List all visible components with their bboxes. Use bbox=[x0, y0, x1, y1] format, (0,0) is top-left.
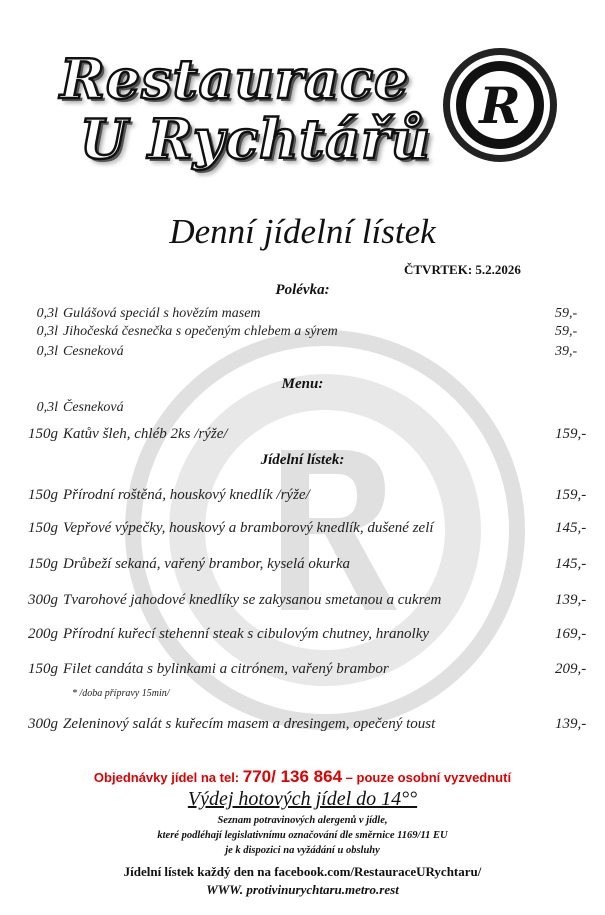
item-name: Filet candáta s bylinkami a citrónem, vařený brambor bbox=[63, 661, 389, 677]
item-name: Česneková bbox=[63, 400, 124, 415]
menu-item bbox=[0, 426, 605, 446]
allergen-note-1: Seznam potravinových alergenů v jídle, bbox=[217, 815, 388, 826]
allergen-note-3: je k dispozici na vyžádání u obsluhy bbox=[225, 845, 380, 856]
menu-item bbox=[0, 400, 605, 420]
item-name: Cesneková bbox=[63, 344, 124, 359]
menu-item bbox=[0, 716, 605, 736]
section-heading-list: Jídelní lístek: bbox=[260, 452, 345, 468]
item-quantity: 150g bbox=[28, 661, 58, 677]
item-name: Jihočeská česnečka s opečeným chlebem a sýrem bbox=[63, 324, 338, 339]
item-price: 39,- bbox=[555, 344, 578, 359]
logo-line-1: Restaurace bbox=[60, 47, 410, 111]
logo-emblem-letter: R bbox=[479, 76, 521, 135]
item-price: 209,- bbox=[555, 661, 587, 677]
item-quantity: 300g bbox=[28, 716, 58, 732]
item-name: Drůbeží sekaná, vařený brambor, kyselá okurka bbox=[63, 556, 351, 572]
menu-item bbox=[0, 306, 605, 326]
facebook-line: Jídelní lístek každý den na facebook.com/RestauraceURychtaru/ bbox=[123, 864, 482, 879]
item-price: 145,- bbox=[555, 520, 587, 536]
item-price: 159,- bbox=[555, 487, 587, 503]
item-price: 139,- bbox=[555, 716, 587, 732]
item-price: 59,- bbox=[555, 306, 578, 321]
item-quantity: 0,3l bbox=[36, 344, 58, 359]
item-quantity: 0,3l bbox=[36, 400, 58, 415]
order-phone: 770/ 136 864 bbox=[242, 767, 343, 786]
menu-item bbox=[0, 344, 605, 364]
menu-date: ČTVRTEK: 5.2.2026 bbox=[404, 262, 521, 277]
website-line: WWW. protivinurychtaru.metro.rest bbox=[206, 882, 399, 897]
item-quantity: 150g bbox=[28, 556, 58, 572]
menu-item bbox=[0, 556, 605, 576]
item-quantity: 200g bbox=[28, 626, 58, 642]
order-prefix: Objednávky jídel na tel: bbox=[93, 770, 240, 785]
item-name: Přírodní kuřecí stehenní steak s cibulovým chutney, hranolky bbox=[63, 626, 430, 642]
page-title: Denní jídelní lístek bbox=[169, 212, 436, 251]
item-price: 169,- bbox=[555, 626, 587, 642]
item-name: Gulášová speciál s hovězím masem bbox=[63, 306, 261, 321]
item-quantity: 300g bbox=[28, 592, 58, 608]
prep-time-note: * /doba přípravy 15min/ bbox=[72, 688, 170, 699]
order-phone-line bbox=[0, 767, 605, 787]
menu-item bbox=[0, 592, 605, 612]
section-heading-soup: Polévka: bbox=[275, 282, 330, 298]
pickup-time-text: Výdej hotových jídel do 14°° bbox=[187, 788, 418, 810]
item-quantity: 150g bbox=[28, 520, 58, 536]
item-price: 139,- bbox=[555, 592, 587, 608]
menu-item bbox=[0, 661, 605, 681]
logo-line-2: U Rychtářů bbox=[80, 107, 431, 171]
item-quantity: 0,3l bbox=[36, 306, 58, 321]
item-quantity: 150g bbox=[28, 487, 58, 503]
item-name: Přírodní roštěná, houskový knedlík /rýže/ bbox=[63, 487, 310, 503]
item-quantity: 0,3l bbox=[36, 324, 58, 339]
item-name: Vepřové výpečky, houskový a bramborový knedlík, dušené zelí bbox=[63, 520, 434, 536]
menu-item bbox=[0, 487, 605, 507]
item-name: Katův šleh, chléb 2ks /rýže/ bbox=[63, 426, 228, 442]
menu-item bbox=[0, 324, 605, 344]
allergen-note-2: které podléhají legislativnímu označování dle směrnice 1169/11 EU bbox=[157, 830, 448, 841]
order-suffix: – pouze osobní vyzvednutí bbox=[345, 770, 512, 785]
pickup-time bbox=[0, 788, 605, 811]
item-name: Tvarohové jahodové knedlíky se zakysanou smetanou a cukrem bbox=[63, 592, 442, 608]
item-price: 145,- bbox=[555, 556, 587, 572]
logo-emblem bbox=[440, 45, 560, 165]
menu-item bbox=[0, 520, 605, 540]
item-quantity: 150g bbox=[28, 426, 58, 442]
section-heading-menu: Menu: bbox=[281, 376, 324, 392]
item-name: Zeleninový salát s kuřecím masem a dresingem, opečený toust bbox=[63, 716, 436, 732]
item-price: 159,- bbox=[555, 426, 587, 442]
menu-item bbox=[0, 626, 605, 646]
item-price: 59,- bbox=[555, 324, 578, 339]
